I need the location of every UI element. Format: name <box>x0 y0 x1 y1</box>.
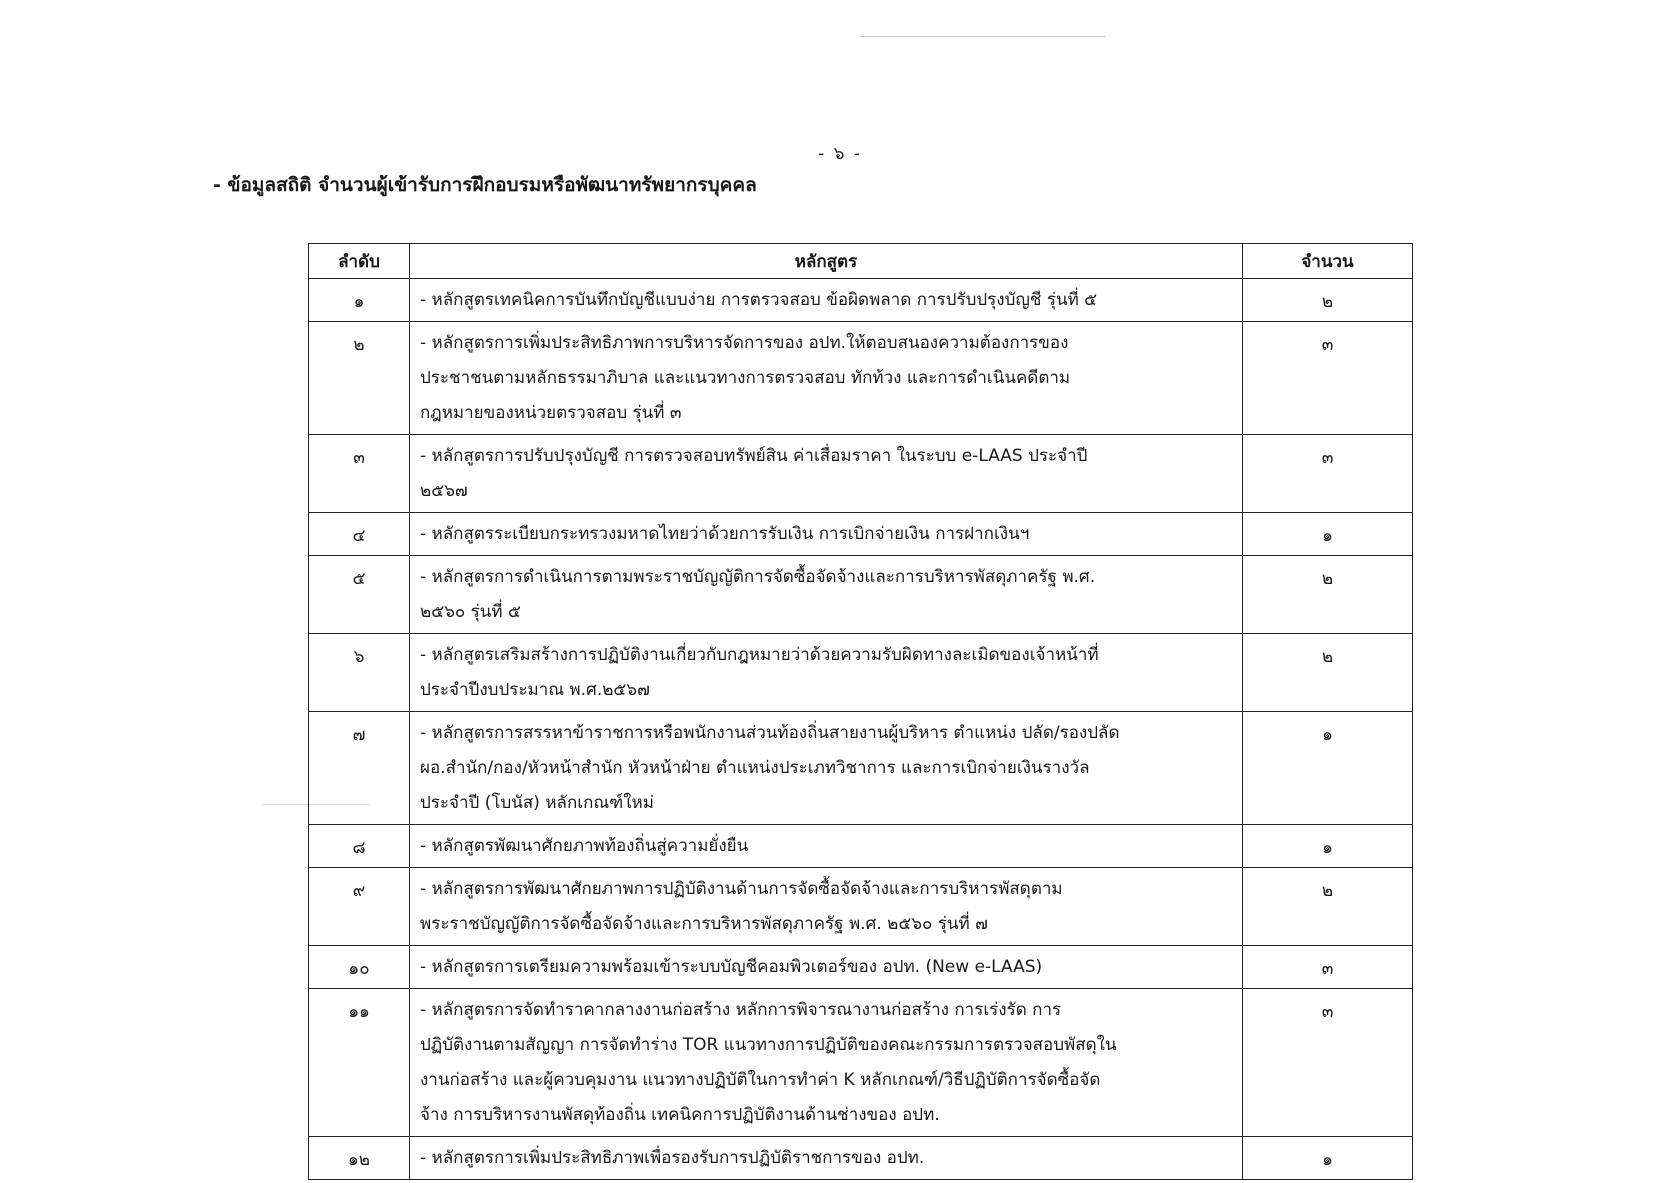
course-line: - หลักสูตรเสริมสร้างการปฏิบัติงานเกี่ยวกับกฎหมายว่าด้วยความรับผิดทางละเมิดของเจ้าหน้าที่ <box>420 645 1099 665</box>
row-count: ๓ <box>1243 435 1413 513</box>
course-line: งานก่อสร้าง และผู้ควบคุมงาน แนวทางปฏิบัติในการทำค่า K หลักเกณฑ์/วิธีปฏิบัติการจัดซื้อจัด <box>420 1070 1101 1090</box>
course-line: ประจำปีงบประมาณ พ.ศ.๒๕๖๗ <box>420 680 650 700</box>
table-row <box>309 825 1413 868</box>
row-course <box>410 946 1243 989</box>
row-course <box>410 1137 1243 1180</box>
course-line: ปฏิบัติงานตามสัญญา การจัดทำร่าง TOR แนวทางการปฏิบัติของคณะกรรมการตรวจสอบพัสดุใน <box>420 1035 1117 1055</box>
table-row <box>309 513 1413 556</box>
row-order: ๑๐ <box>309 946 410 989</box>
course-line: - หลักสูตรการเพิ่มประสิทธิภาพเพื่อรองรับการปฏิบัติราชการของ อปท. <box>420 1148 925 1168</box>
row-course <box>410 322 1243 435</box>
table-row <box>309 634 1413 712</box>
header-count: จำนวน <box>1243 244 1413 279</box>
row-order: ๑ <box>309 279 410 322</box>
header-order: ลำดับ <box>309 244 410 279</box>
table-row <box>309 868 1413 946</box>
course-line: ๒๕๖๗ <box>420 481 468 501</box>
row-count: ๓ <box>1243 946 1413 989</box>
row-count: ๒ <box>1243 634 1413 712</box>
row-course <box>410 712 1243 825</box>
row-course <box>410 825 1243 868</box>
row-order: ๓ <box>309 435 410 513</box>
row-order: ๑๑ <box>309 989 410 1137</box>
row-order: ๗ <box>309 712 410 825</box>
row-course <box>410 435 1243 513</box>
course-line: พระราชบัญญัติการจัดซื้อจัดจ้างและการบริหารพัสดุภาครัฐ พ.ศ. ๒๕๖๐ รุ่นที่ ๗ <box>420 914 988 934</box>
table-row <box>309 946 1413 989</box>
row-count: ๒ <box>1243 556 1413 634</box>
course-line: - หลักสูตรการเตรียมความพร้อมเข้าระบบบัญชีคอมพิวเตอร์ของ อปท. (New e-LAAS) <box>420 957 1043 977</box>
course-line: - หลักสูตรการพัฒนาศักยภาพการปฏิบัติงานด้านการจัดซื้อจัดจ้างและการบริหารพัสดุตาม <box>420 879 1063 899</box>
row-count: ๑ <box>1243 825 1413 868</box>
section-heading: - ข้อมูลสถิติ จำนวนผู้เข้ารับการฝึกอบรมหรือพัฒนาทรัพยากรบุคคล <box>213 174 757 196</box>
training-statistics-table <box>308 243 1413 1180</box>
table-row <box>309 989 1413 1137</box>
page-number: - ๖ - <box>818 144 862 164</box>
row-count: ๓ <box>1243 322 1413 435</box>
row-count: ๑ <box>1243 712 1413 825</box>
row-count: ๒ <box>1243 279 1413 322</box>
row-count: ๒ <box>1243 868 1413 946</box>
table-row <box>309 279 1413 322</box>
table-row <box>309 712 1413 825</box>
course-line: - หลักสูตรการปรับปรุงบัญชี การตรวจสอบทรัพย์สิน ค่าเสื่อมราคา ในระบบ e-LAAS ประจำปี <box>420 446 1088 466</box>
course-line: - หลักสูตรพัฒนาศักยภาพท้องถิ่นสู่ความยั่งยืน <box>420 836 749 856</box>
row-order: ๙ <box>309 868 410 946</box>
course-line: - หลักสูตรระเบียบกระทรวงมหาดไทยว่าด้วยการรับเงิน การเบิกจ่ายเงิน การฝากเงินฯ <box>420 524 1030 544</box>
course-line: ๒๕๖๐ รุ่นที่ ๕ <box>420 602 521 622</box>
row-count: ๑ <box>1243 513 1413 556</box>
row-course <box>410 279 1243 322</box>
course-line: จ้าง การบริหารงานพัสดุท้องถิ่น เทคนิคการปฏิบัติงานด้านช่างของ อปท. <box>420 1105 940 1125</box>
row-course <box>410 634 1243 712</box>
row-course <box>410 513 1243 556</box>
course-line: กฎหมายของหน่วยตรวจสอบ รุ่นที่ ๓ <box>420 403 682 423</box>
course-line: - หลักสูตรการจัดทำราคากลางงานก่อสร้าง หลักการพิจารณางานก่อสร้าง การเร่งรัด การ <box>420 1000 1062 1020</box>
course-line: ผอ.สำนัก/กอง/หัวหน้าสำนัก หัวหน้าฝ่าย ตำแหน่งประเภทวิชาการ และการเบิกจ่ายเงินรางวัล <box>420 758 1090 778</box>
row-order: ๘ <box>309 825 410 868</box>
table-row <box>309 435 1413 513</box>
header-course: หลักสูตร <box>410 244 1243 279</box>
row-course <box>410 556 1243 634</box>
course-line: - หลักสูตรการเพิ่มประสิทธิภาพการบริหารจัดการของ อปท.ให้ตอบสนองความต้องการของ <box>420 333 1069 353</box>
row-order: ๒ <box>309 322 410 435</box>
scan-artifact-line <box>860 36 1106 37</box>
row-count: ๓ <box>1243 989 1413 1137</box>
course-line: - หลักสูตรการดำเนินการตามพระราชบัญญัติการจัดซื้อจัดจ้างและการบริหารพัสดุภาครัฐ พ.ศ. <box>420 567 1096 587</box>
course-line: - หลักสูตรเทคนิคการบันทึกบัญชีแบบง่าย การตรวจสอบ ข้อผิดพลาด การปรับปรุงบัญชี รุ่นที่ ๕ <box>420 290 1098 310</box>
row-count: ๑ <box>1243 1137 1413 1180</box>
row-course <box>410 989 1243 1137</box>
course-line: ประจำปี (โบนัส) หลักเกณฑ์ใหม่ <box>420 793 654 813</box>
table-header-row <box>309 244 1413 279</box>
course-line: - หลักสูตรการสรรหาข้าราชการหรือพนักงานส่วนท้องถิ่นสายงานผู้บริหาร ตำแหน่ง ปลัด/รองปลัด <box>420 723 1120 743</box>
table-row <box>309 322 1413 435</box>
row-order: ๔ <box>309 513 410 556</box>
table-body <box>309 279 1413 1180</box>
course-line: ประชาชนตามหลักธรรมาภิบาล และแนวทางการตรวจสอบ ทักท้วง และการดำเนินคดีตาม <box>420 368 1071 388</box>
row-order: ๖ <box>309 634 410 712</box>
table-row <box>309 1137 1413 1180</box>
row-course <box>410 868 1243 946</box>
row-order: ๕ <box>309 556 410 634</box>
table-row <box>309 556 1413 634</box>
row-order: ๑๒ <box>309 1137 410 1180</box>
